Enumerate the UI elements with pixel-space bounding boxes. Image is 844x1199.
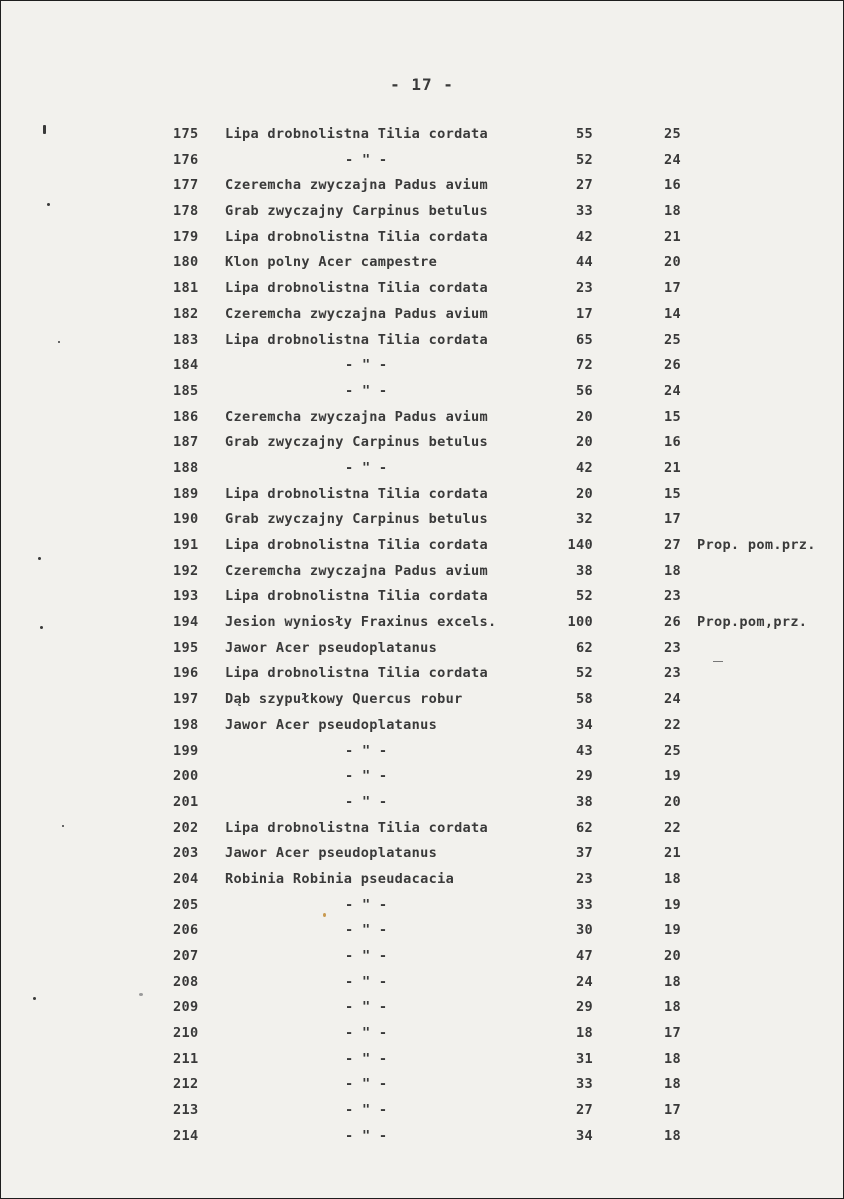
circumference-value: 24 (576, 973, 593, 990)
speck-mark (139, 993, 143, 996)
table-row (1, 430, 844, 456)
height-value: 14 (664, 305, 681, 322)
table-row (1, 687, 844, 713)
speck-mark (58, 341, 60, 343)
species-name: Lipa drobnolistna Tilia cordata (225, 819, 489, 836)
table-row (1, 199, 844, 225)
table-row (1, 790, 844, 816)
circumference-value: 27 (576, 177, 593, 194)
table-row (1, 456, 844, 482)
row-number: 193 (173, 588, 199, 605)
row-number: 204 (173, 870, 199, 887)
height-value: 18 (664, 203, 681, 220)
species-name: Lipa drobnolistna Tilia cordata (225, 588, 489, 605)
speck-mark (713, 661, 723, 662)
species-name: Jesion wyniosły Fraxinus excels. (225, 614, 497, 631)
speck-mark (323, 913, 326, 917)
row-number: 182 (173, 305, 199, 322)
row-number: 212 (173, 1076, 199, 1093)
height-value: 23 (664, 588, 681, 605)
height-value: 25 (664, 742, 681, 759)
species-name: - " - (345, 793, 388, 810)
row-number: 186 (173, 408, 199, 425)
circumference-value: 33 (576, 203, 593, 220)
row-number: 187 (173, 434, 199, 451)
circumference-value: 52 (576, 151, 593, 168)
species-name: Grab zwyczajny Carpinus betulus (225, 434, 489, 451)
height-value: 24 (664, 691, 681, 708)
circumference-value: 62 (576, 819, 593, 836)
height-value: 15 (664, 408, 681, 425)
table-row (1, 250, 844, 276)
row-number: 208 (173, 973, 199, 990)
row-number: 195 (173, 639, 199, 656)
height-value: 19 (664, 768, 681, 785)
species-name: - " - (345, 151, 388, 168)
species-name: Czeremcha zwyczajna Padus avium (225, 562, 489, 579)
page-number: - 17 - (390, 75, 454, 94)
height-value: 18 (664, 999, 681, 1016)
table-row (1, 1072, 844, 1098)
circumference-value: 56 (576, 382, 593, 399)
circumference-value: 65 (576, 331, 593, 348)
table-row (1, 739, 844, 765)
row-number: 184 (173, 357, 199, 374)
table-row (1, 893, 844, 919)
species-name: Robinia Robinia pseudacacia (225, 870, 455, 887)
circumference-value: 140 (567, 537, 593, 553)
height-value: 25 (664, 126, 681, 142)
height-value: 27 (664, 537, 681, 553)
circumference-value: 20 (576, 434, 593, 451)
circumference-value: 17 (576, 305, 593, 322)
height-value: 15 (664, 485, 681, 502)
circumference-value: 23 (576, 870, 593, 887)
species-name: - " - (345, 922, 388, 939)
height-value: 16 (664, 177, 681, 194)
species-name: - " - (345, 357, 388, 374)
note-text: Prop.pom,prz. (697, 614, 808, 631)
species-name: Jawor Acer pseudoplatanus (225, 716, 438, 733)
height-value: 24 (664, 151, 681, 168)
height-value: 26 (664, 357, 681, 374)
height-value: 17 (664, 280, 681, 297)
species-name: Lipa drobnolistna Tilia cordata (225, 665, 489, 682)
height-value: 20 (664, 793, 681, 810)
table-row (1, 533, 844, 559)
species-name: Lipa drobnolistna Tilia cordata (225, 228, 489, 245)
circumference-value: 58 (576, 691, 593, 708)
height-value: 18 (664, 562, 681, 579)
species-name: Lipa drobnolistna Tilia cordata (225, 331, 489, 348)
circumference-value: 55 (576, 126, 593, 142)
circumference-value: 18 (576, 1025, 593, 1042)
table-row (1, 584, 844, 610)
row-number: 181 (173, 280, 199, 297)
row-number: 211 (173, 1050, 199, 1067)
row-number: 206 (173, 922, 199, 939)
height-value: 21 (664, 459, 681, 476)
height-value: 17 (664, 511, 681, 528)
species-name: - " - (345, 1127, 388, 1144)
height-value: 18 (664, 1076, 681, 1093)
circumference-value: 34 (576, 716, 593, 733)
table-row (1, 918, 844, 944)
speck-mark (33, 997, 36, 1000)
height-value: 23 (664, 665, 681, 682)
circumference-value: 38 (576, 562, 593, 579)
table-row (1, 148, 844, 174)
row-number: 188 (173, 459, 199, 476)
row-number: 197 (173, 691, 199, 708)
table-row (1, 944, 844, 970)
species-name: Lipa drobnolistna Tilia cordata (225, 537, 489, 553)
species-name: - " - (345, 1102, 388, 1119)
circumference-value: 38 (576, 793, 593, 810)
table-row (1, 225, 844, 251)
tree-table (1, 122, 844, 1150)
circumference-value: 20 (576, 485, 593, 502)
row-number: 198 (173, 716, 199, 733)
circumference-value: 37 (576, 845, 593, 862)
table-row (1, 276, 844, 302)
species-name: - " - (345, 999, 388, 1016)
circumference-value: 42 (576, 228, 593, 245)
row-number: 180 (173, 254, 199, 271)
speck-mark (43, 125, 46, 134)
species-name: - " - (345, 1025, 388, 1042)
table-row (1, 816, 844, 842)
circumference-value: 42 (576, 459, 593, 476)
table-row (1, 1047, 844, 1073)
table-row (1, 173, 844, 199)
row-number: 177 (173, 177, 199, 194)
circumference-value: 44 (576, 254, 593, 271)
row-number: 176 (173, 151, 199, 168)
table-row (1, 1021, 844, 1047)
height-value: 20 (664, 254, 681, 271)
height-value: 18 (664, 1127, 681, 1144)
height-value: 19 (664, 896, 681, 913)
circumference-value: 33 (576, 896, 593, 913)
species-name: - " - (345, 948, 388, 964)
row-number: 200 (173, 768, 199, 785)
row-number: 189 (173, 485, 199, 502)
row-number: 175 (173, 126, 199, 142)
table-row (1, 328, 844, 354)
height-value: 18 (664, 870, 681, 887)
table-row (1, 661, 844, 687)
speck-mark (62, 825, 64, 827)
height-value: 26 (664, 614, 681, 631)
species-name: Lipa drobnolistna Tilia cordata (225, 280, 489, 297)
height-value: 23 (664, 639, 681, 656)
circumference-value: 34 (576, 1127, 593, 1144)
species-name: - " - (345, 768, 388, 785)
height-value: 16 (664, 434, 681, 451)
circumference-value: 29 (576, 999, 593, 1016)
table-row (1, 1098, 844, 1124)
row-number: 194 (173, 614, 199, 631)
row-number: 179 (173, 228, 199, 245)
circumference-value: 27 (576, 1102, 593, 1119)
table-row (1, 1124, 844, 1150)
row-number: 201 (173, 793, 199, 810)
circumference-value: 52 (576, 665, 593, 682)
species-name: Lipa drobnolistna Tilia cordata (225, 485, 489, 502)
table-row (1, 482, 844, 508)
table-row (1, 970, 844, 996)
table-row (1, 507, 844, 533)
circumference-value: 20 (576, 408, 593, 425)
row-number: 196 (173, 665, 199, 682)
species-name: - " - (345, 459, 388, 476)
row-number: 213 (173, 1102, 199, 1119)
table-row (1, 302, 844, 328)
species-name: - " - (345, 382, 388, 399)
row-number: 191 (173, 537, 199, 553)
row-number: 183 (173, 331, 199, 348)
height-value: 22 (664, 716, 681, 733)
circumference-value: 30 (576, 922, 593, 939)
row-number: 209 (173, 999, 199, 1016)
table-row (1, 713, 844, 739)
species-name: Jawor Acer pseudoplatanus (225, 639, 438, 656)
species-name: Czeremcha zwyczajna Padus avium (225, 305, 489, 322)
species-name: Czeremcha zwyczajna Padus avium (225, 177, 489, 194)
table-row (1, 610, 844, 636)
height-value: 17 (664, 1102, 681, 1119)
table-row (1, 764, 844, 790)
species-name: - " - (345, 896, 388, 913)
circumference-value: 31 (576, 1050, 593, 1067)
table-row (1, 867, 844, 893)
speck-mark (47, 203, 50, 206)
height-value: 24 (664, 382, 681, 399)
height-value: 21 (664, 228, 681, 245)
species-name: Dąb szypułkowy Quercus robur (225, 691, 463, 708)
height-value: 22 (664, 819, 681, 836)
row-number: 214 (173, 1127, 199, 1144)
speck-mark (40, 626, 43, 629)
table-row (1, 559, 844, 585)
circumference-value: 52 (576, 588, 593, 605)
species-name: - " - (345, 742, 388, 759)
table-row (1, 405, 844, 431)
row-number: 178 (173, 203, 199, 220)
circumference-value: 23 (576, 280, 593, 297)
height-value: 18 (664, 1050, 681, 1067)
circumference-value: 33 (576, 1076, 593, 1093)
species-name: Jawor Acer pseudoplatanus (225, 845, 438, 862)
species-name: Klon polny Acer campestre (225, 254, 438, 271)
row-number: 185 (173, 382, 199, 399)
species-name: Lipa drobnolistna Tilia cordata (225, 126, 489, 142)
table-row (1, 353, 844, 379)
row-number: 210 (173, 1025, 199, 1042)
row-number: 203 (173, 845, 199, 862)
species-name: - " - (345, 1050, 388, 1067)
table-row (1, 841, 844, 867)
species-name: - " - (345, 1076, 388, 1093)
species-name: Czeremcha zwyczajna Padus avium (225, 408, 489, 425)
circumference-value: 62 (576, 639, 593, 656)
table-row (1, 379, 844, 405)
height-value: 21 (664, 845, 681, 862)
height-value: 20 (664, 948, 681, 964)
height-value: 18 (664, 973, 681, 990)
circumference-value: 47 (576, 948, 593, 964)
row-number: 202 (173, 819, 199, 836)
table-row (1, 122, 844, 148)
row-number: 199 (173, 742, 199, 759)
row-number: 207 (173, 948, 199, 964)
circumference-value: 32 (576, 511, 593, 528)
circumference-value: 72 (576, 357, 593, 374)
note-text: Prop. pom.prz. (697, 537, 816, 553)
table-row (1, 636, 844, 662)
species-name: - " - (345, 973, 388, 990)
species-name: Grab zwyczajny Carpinus betulus (225, 203, 489, 220)
speck-mark (38, 557, 41, 560)
height-value: 25 (664, 331, 681, 348)
row-number: 190 (173, 511, 199, 528)
circumference-value: 100 (567, 614, 593, 631)
row-number: 205 (173, 896, 199, 913)
species-name: Grab zwyczajny Carpinus betulus (225, 511, 489, 528)
circumference-value: 29 (576, 768, 593, 785)
height-value: 17 (664, 1025, 681, 1042)
circumference-value: 43 (576, 742, 593, 759)
row-number: 192 (173, 562, 199, 579)
height-value: 19 (664, 922, 681, 939)
table-row (1, 995, 844, 1021)
